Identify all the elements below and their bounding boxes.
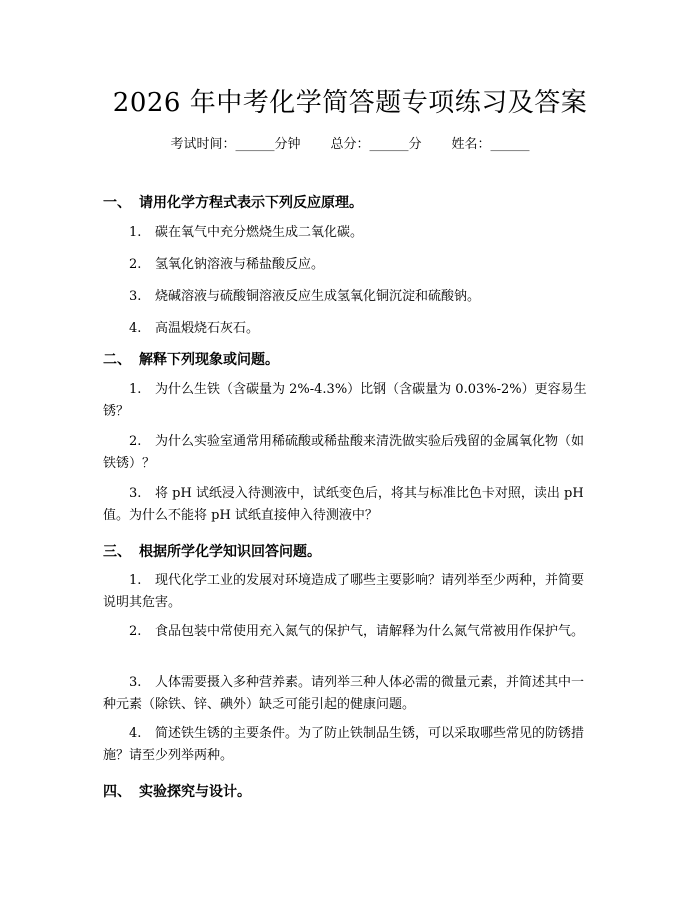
question-item xyxy=(103,379,593,423)
section-number: 二、 xyxy=(103,352,131,368)
question-number: 4. xyxy=(129,321,142,336)
question-text: 食品包装中常使用充入氮气的保护气，请解释为什么氮气常被用作保护气。 xyxy=(155,624,585,639)
question-number: 1. xyxy=(129,225,142,240)
question-text: 烧碱溶液与硫酸铜溶液反应生成氢氧化铜沉淀和硫酸钠。 xyxy=(155,289,481,304)
question-text: 人体需要摄入多种营养素。请列举三种人体必需的微量元素，并简述其中一种元素（除铁、锌、碘外）缺乏可能引起的健康问题。 xyxy=(103,675,585,712)
question-text: 简述铁生锈的主要条件。为了防止铁制品生锈，可以采取哪些常见的防锈措施？请至少列举两种。 xyxy=(103,726,585,763)
question-text: 碳在氧气中充分燃烧生成二氧化碳。 xyxy=(155,225,364,240)
question-item xyxy=(103,222,593,244)
question-number: 2. xyxy=(129,257,142,272)
question-text: 为什么生铁（含碳量为 2%-4.3%）比钢（含碳量为 0.03%-2%）更容易生锈？ xyxy=(103,382,587,419)
question-number: 3. xyxy=(129,675,142,690)
section-title: 请用化学方程式表示下列反应原理。 xyxy=(139,195,363,211)
section-heading xyxy=(103,541,321,561)
question-text: 高温煅烧石灰石。 xyxy=(155,321,260,336)
question-number: 2. xyxy=(129,434,142,449)
document-title: 2026 年中考化学简答题专项练习及答案 xyxy=(112,88,588,118)
question-item xyxy=(103,723,593,767)
question-item xyxy=(103,570,593,614)
exam-time: 考试时间：______分钟 xyxy=(170,137,301,152)
section-title: 解释下列现象或问题。 xyxy=(139,352,279,368)
question-item xyxy=(103,254,593,276)
section-title: 实验探究与设计。 xyxy=(139,784,251,800)
question-text: 氢氧化钠溶液与稀盐酸反应。 xyxy=(155,257,325,272)
question-number: 2. xyxy=(129,624,142,639)
student-name: 姓名：______ xyxy=(451,137,530,152)
exam-score: 总分：______分 xyxy=(330,137,422,152)
question-number: 1. xyxy=(129,573,142,588)
section-heading xyxy=(103,349,279,369)
question-text: 为什么实验室通常用稀硫酸或稀盐酸来清洗做实验后残留的金属氧化物（如铁锈）？ xyxy=(103,434,585,471)
question-text: 将 pH 试纸浸入待测液中，试纸变色后，将其与标准比色卡对照，读出 pH 值。为什么不能将 pH 试纸直接伸入待测液中？ xyxy=(103,486,584,523)
question-number: 3. xyxy=(129,289,142,304)
question-text: 现代化学工业的发展对环境造成了哪些主要影响？请列举至少两种，并简要说明其危害。 xyxy=(103,573,585,610)
question-item xyxy=(103,286,593,308)
question-item xyxy=(103,431,593,475)
section-heading xyxy=(103,192,363,212)
section-title: 根据所学化学知识回答问题。 xyxy=(139,544,321,560)
section-number: 一、 xyxy=(103,195,131,211)
section-number: 四、 xyxy=(103,784,131,800)
question-item xyxy=(103,672,593,716)
question-number: 1. xyxy=(129,382,142,397)
question-item xyxy=(103,483,593,527)
section-number: 三、 xyxy=(103,544,131,560)
question-number: 4. xyxy=(129,726,142,741)
section-heading xyxy=(103,781,251,801)
question-number: 3. xyxy=(129,486,142,501)
question-item xyxy=(103,621,593,643)
question-item xyxy=(103,318,593,340)
exam-meta xyxy=(0,133,700,152)
